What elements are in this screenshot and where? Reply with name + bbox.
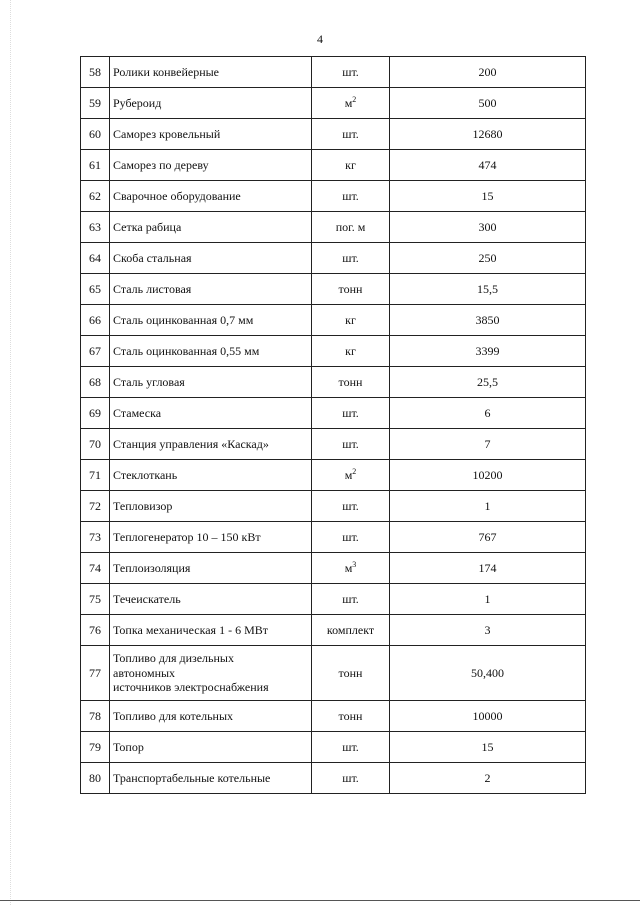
quantity: 767 [390, 522, 586, 553]
item-name: Скоба стальная [113, 250, 192, 265]
unit: тонн [338, 665, 363, 680]
row-number: 80 [81, 763, 110, 794]
unit: м [344, 96, 353, 111]
unit-cell [312, 150, 390, 181]
row-number: 63 [81, 212, 110, 243]
unit: шт. [342, 250, 359, 265]
row-number: 60 [81, 119, 110, 150]
unit: шт. [342, 405, 359, 420]
table-row [81, 212, 586, 243]
item-name: Саморез по дереву [113, 157, 209, 172]
item-name: Сталь угловая [113, 374, 185, 389]
unit: шт. [342, 529, 359, 544]
row-number: 79 [81, 732, 110, 763]
item-name-cell [110, 88, 312, 119]
item-name: Сталь оцинкованная 0,55 мм [113, 343, 260, 358]
table-row [81, 615, 586, 646]
item-name-cell [110, 522, 312, 553]
unit: шт. [342, 188, 359, 203]
unit: кг [345, 157, 356, 172]
unit: тонн [338, 374, 363, 389]
item-name: Сварочное оборудование [113, 188, 241, 203]
quantity: 10200 [390, 460, 586, 491]
scan-edge [10, 0, 11, 905]
unit: шт. [342, 64, 359, 79]
table-row [81, 274, 586, 305]
table-row [81, 701, 586, 732]
unit-cell [312, 584, 390, 615]
item-name: Сталь оцинкованная 0,7 мм [113, 312, 254, 327]
unit: шт. [342, 770, 359, 785]
quantity: 3399 [390, 336, 586, 367]
item-name-cell [110, 181, 312, 212]
item-name-cell [110, 701, 312, 732]
item-name-cell [110, 615, 312, 646]
item-name-cell [110, 460, 312, 491]
unit: пог. м [335, 219, 366, 234]
unit: тонн [338, 281, 363, 296]
item-name: Тепловизор [113, 498, 173, 513]
unit: шт. [342, 498, 359, 513]
unit-cell [312, 243, 390, 274]
row-number: 65 [81, 274, 110, 305]
item-name-cell [110, 646, 312, 701]
unit-cell [312, 367, 390, 398]
table-body [81, 57, 586, 794]
table-row [81, 553, 586, 584]
quantity: 15,5 [390, 274, 586, 305]
unit-cell [312, 119, 390, 150]
row-number: 75 [81, 584, 110, 615]
page-number: 4 [317, 32, 323, 46]
quantity: 200 [390, 57, 586, 88]
item-name-cell [110, 274, 312, 305]
item-name: Транспортабельные котельные [113, 770, 271, 785]
quantity: 15 [390, 732, 586, 763]
table-row [81, 429, 586, 460]
item-name: Сталь листовая [113, 281, 192, 296]
table-row [81, 150, 586, 181]
item-name: Теплогенератор 10 – 150 кВт [113, 529, 261, 544]
quantity: 250 [390, 243, 586, 274]
table-row [81, 243, 586, 274]
table-row [81, 181, 586, 212]
table-row [81, 119, 586, 150]
quantity: 500 [390, 88, 586, 119]
item-name-cell [110, 305, 312, 336]
item-name-cell [110, 763, 312, 794]
row-number: 64 [81, 243, 110, 274]
table-row [81, 460, 586, 491]
table-row [81, 491, 586, 522]
row-number: 67 [81, 336, 110, 367]
unit-exponent: 3 [352, 560, 357, 570]
item-name: Топка механическая 1 - 6 МВт [113, 622, 268, 637]
unit-cell [312, 763, 390, 794]
table-row [81, 367, 586, 398]
unit: шт. [342, 591, 359, 606]
row-number: 76 [81, 615, 110, 646]
table-row [81, 763, 586, 794]
unit-cell [312, 460, 390, 491]
row-number: 73 [81, 522, 110, 553]
row-number: 68 [81, 367, 110, 398]
table-row [81, 522, 586, 553]
unit: тонн [338, 708, 363, 723]
unit-cell [312, 181, 390, 212]
quantity: 15 [390, 181, 586, 212]
unit: шт. [342, 739, 359, 754]
unit-cell [312, 336, 390, 367]
item-name-cell [110, 732, 312, 763]
unit-cell [312, 491, 390, 522]
unit-cell [312, 88, 390, 119]
row-number: 74 [81, 553, 110, 584]
row-number: 69 [81, 398, 110, 429]
unit-cell [312, 274, 390, 305]
item-name: Теплоизоляция [113, 560, 191, 575]
item-name-cell [110, 584, 312, 615]
unit-cell [312, 732, 390, 763]
item-name: Ролики конвейерные [113, 64, 220, 79]
item-name-cell [110, 119, 312, 150]
item-name: Топливо для дизельных автономных источников электроснабжения [113, 651, 269, 695]
unit-cell [312, 429, 390, 460]
item-name-cell [110, 553, 312, 584]
unit-cell [312, 615, 390, 646]
unit: м [344, 561, 353, 576]
row-number: 77 [81, 646, 110, 701]
item-name: Рубероид [113, 95, 162, 110]
item-name-cell [110, 429, 312, 460]
table-row [81, 336, 586, 367]
item-name-cell [110, 150, 312, 181]
unit-exponent: 2 [352, 95, 357, 105]
row-number: 58 [81, 57, 110, 88]
unit-exponent: 2 [352, 467, 357, 477]
table-row [81, 88, 586, 119]
item-name: Стеклоткань [113, 467, 178, 482]
unit-cell [312, 305, 390, 336]
table-row [81, 732, 586, 763]
unit: м [344, 468, 353, 483]
unit: кг [345, 343, 356, 358]
item-name-cell [110, 491, 312, 522]
unit-cell [312, 212, 390, 243]
unit-cell [312, 553, 390, 584]
row-number: 59 [81, 88, 110, 119]
table-row [81, 305, 586, 336]
row-number: 61 [81, 150, 110, 181]
quantity: 300 [390, 212, 586, 243]
row-number: 70 [81, 429, 110, 460]
quantity: 3 [390, 615, 586, 646]
table-row [81, 57, 586, 88]
unit: шт. [342, 436, 359, 451]
item-name-cell [110, 57, 312, 88]
row-number: 66 [81, 305, 110, 336]
item-name-cell [110, 336, 312, 367]
quantity: 12680 [390, 119, 586, 150]
item-name: Саморез кровельный [113, 126, 221, 141]
item-name: Стамеска [113, 405, 162, 420]
page-bottom-edge [0, 900, 640, 901]
table-row [81, 584, 586, 615]
item-name-cell [110, 367, 312, 398]
item-name: Топливо для котельных [113, 708, 234, 723]
table-row [81, 646, 586, 701]
item-name: Сетка рабица [113, 219, 182, 234]
item-name: Течеискатель [113, 591, 181, 606]
quantity: 7 [390, 429, 586, 460]
item-name-cell [110, 243, 312, 274]
item-name: Топор [113, 739, 144, 754]
unit: кг [345, 312, 356, 327]
row-number: 62 [81, 181, 110, 212]
quantity: 2 [390, 763, 586, 794]
table-row [81, 398, 586, 429]
item-name: Станция управления «Каскад» [113, 436, 269, 451]
quantity: 25,5 [390, 367, 586, 398]
quantity: 1 [390, 584, 586, 615]
item-name-cell [110, 212, 312, 243]
quantity: 6 [390, 398, 586, 429]
row-number: 78 [81, 701, 110, 732]
unit-cell [312, 57, 390, 88]
unit-cell [312, 646, 390, 701]
quantity: 474 [390, 150, 586, 181]
unit-cell [312, 522, 390, 553]
row-number: 71 [81, 460, 110, 491]
row-number: 72 [81, 491, 110, 522]
item-name-cell [110, 398, 312, 429]
quantity: 50,400 [390, 646, 586, 701]
quantity: 1 [390, 491, 586, 522]
unit: шт. [342, 126, 359, 141]
unit-cell [312, 701, 390, 732]
unit: комплект [326, 622, 375, 637]
quantity: 3850 [390, 305, 586, 336]
unit-cell [312, 398, 390, 429]
quantity: 10000 [390, 701, 586, 732]
inventory-table [80, 56, 586, 794]
quantity: 174 [390, 553, 586, 584]
